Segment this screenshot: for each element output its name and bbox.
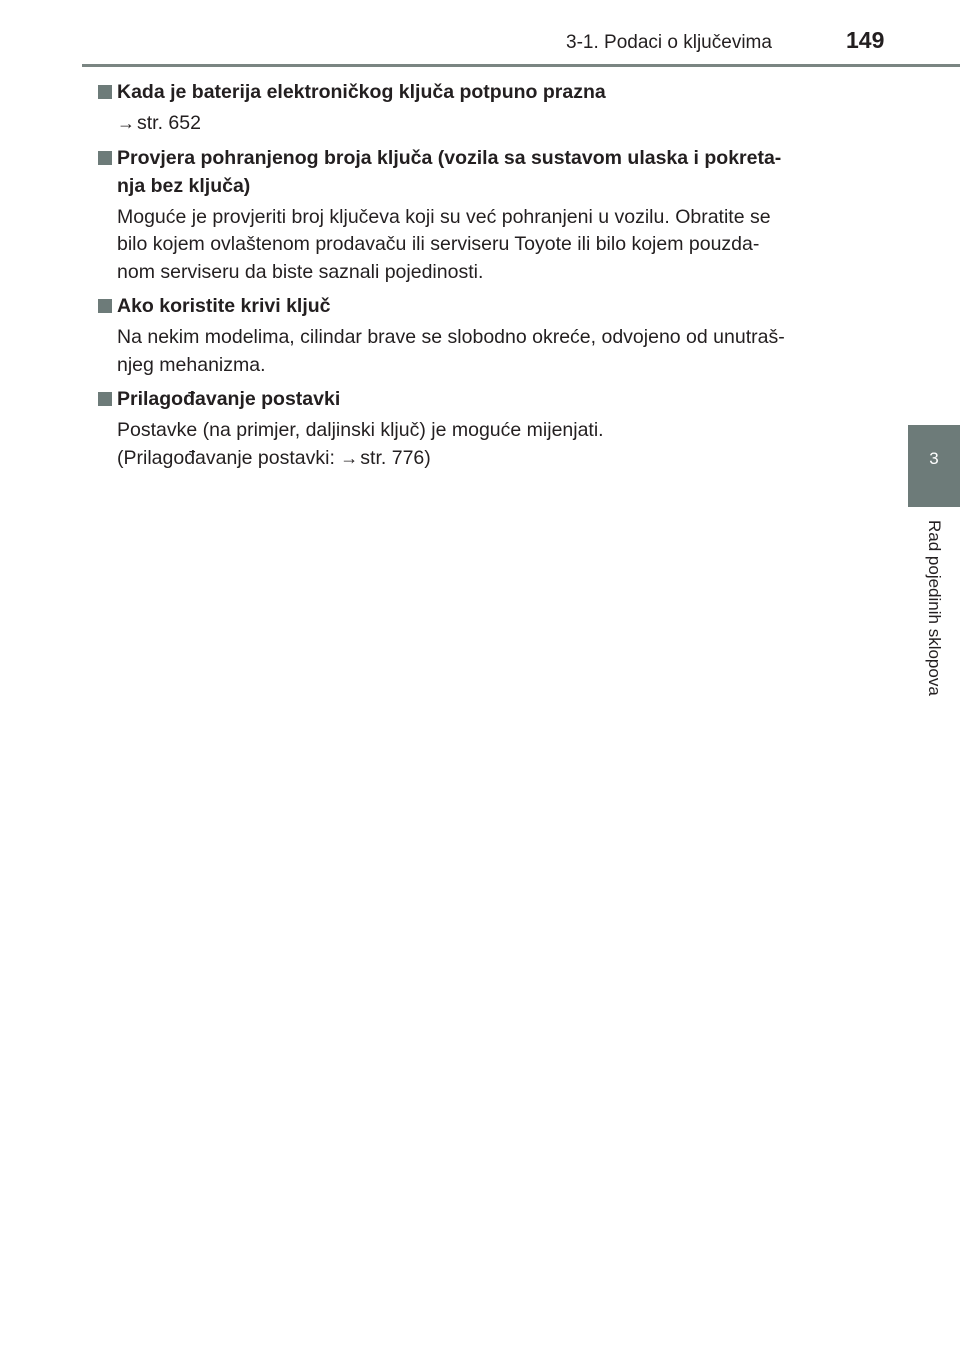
page-reference-text: str. 652	[137, 112, 201, 134]
body-line: bilo kojem ovlaštenom prodavaču ili serviseru Toyote ili bilo kojem pouzda-	[117, 233, 760, 255]
page-number: 149	[846, 27, 885, 53]
section-heading	[97, 385, 867, 413]
section-empty-battery	[97, 78, 867, 138]
section-heading-line: Provjera pohranjenog broja ključa (vozila sa sustavom ulaska i pokreta-	[117, 146, 782, 169]
body-line: Postavke (na primjer, daljinski ključ) je moguće mijenjati.	[117, 419, 604, 441]
square-bullet-icon	[98, 151, 112, 165]
page-header	[0, 0, 960, 70]
arrow-right-icon: →	[340, 447, 359, 468]
section-body	[97, 324, 867, 379]
section-body	[97, 204, 867, 287]
chapter-tab	[908, 425, 960, 507]
section-heading-text: Kada je baterija elektroničkog ključa potpuno prazna	[117, 81, 606, 103]
section-heading	[97, 144, 867, 200]
page-reference-link[interactable]	[117, 110, 867, 138]
body-line-prefix: (Prilagođavanje postavki:	[117, 446, 341, 469]
body-line: Na nekim modelima, cilindar brave se slobodno okreće, odvojeno od unutraš-	[117, 326, 785, 348]
section-heading-text: Ako koristite krivi ključ	[117, 295, 331, 317]
section-body	[97, 417, 867, 472]
section-heading-text: Prilagođavanje postavki	[117, 388, 341, 410]
square-bullet-icon	[98, 299, 112, 313]
page-content	[97, 76, 867, 478]
square-bullet-icon	[98, 85, 112, 99]
section-heading	[97, 78, 867, 106]
body-line: njeg mehanizma.	[117, 353, 266, 376]
page-reference-link[interactable]	[340, 447, 430, 469]
section-heading	[97, 292, 867, 320]
body-line: Moguće je provjeriti broj ključeva koji su već pohranjeni u vozilu. Obratite se	[117, 205, 771, 228]
section-wrong-key	[97, 292, 867, 379]
chapter-tab-number: 3	[929, 449, 939, 468]
chapter-tab-label: Rad pojedinih sklopova	[925, 520, 944, 696]
arrow-right-icon: →	[117, 113, 135, 133]
section-key-count	[97, 144, 867, 287]
section-heading-line: nja bez ključa)	[117, 174, 251, 197]
chapter-title: 3-1. Podaci o ključevima	[566, 32, 772, 53]
body-line: nom serviseru da biste saznali pojedinosti.	[117, 260, 484, 283]
body-line	[117, 445, 867, 473]
page-reference-text: str. 776)	[360, 446, 431, 469]
square-bullet-icon	[98, 392, 112, 406]
section-customization	[97, 385, 867, 472]
header-rule	[82, 64, 960, 67]
section-body	[97, 110, 867, 138]
